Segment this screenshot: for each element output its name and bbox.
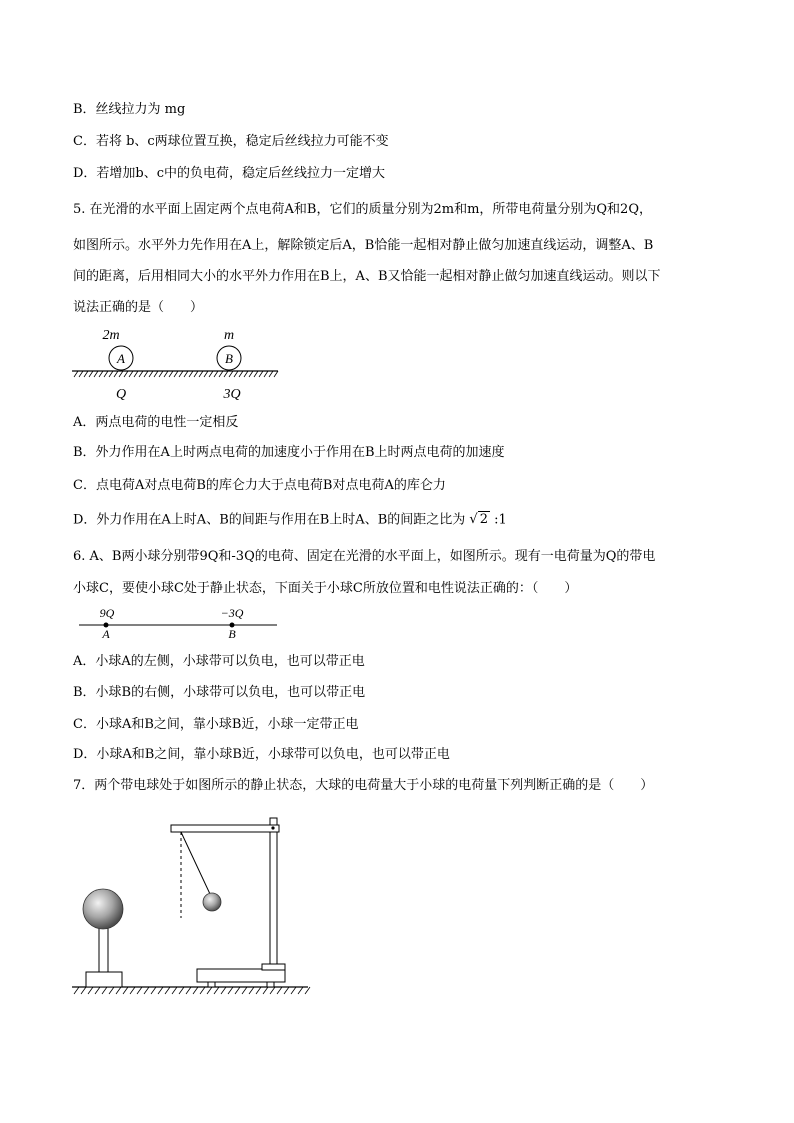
q7-small-ball (203, 893, 221, 911)
q6-stem-line-1: 6. A、B两小球分别带9Q和-3Q的电荷、固定在光滑的水平面上，如图所示。现有一电荷量为Q的带电 (73, 549, 656, 564)
q5-figure (70, 322, 285, 404)
q7-left-stand-base (86, 972, 122, 987)
q7-frame-step (262, 964, 285, 970)
q5-option-b: B．外力作用在A上时两点电荷的加速度小于作用在B上时两点电荷的加速度 (73, 445, 505, 460)
q5-charge-a: Q (115, 387, 127, 402)
q5-ground-hatch (74, 371, 278, 377)
q6-label-b: B (228, 627, 236, 641)
q5-mass-b: m (223, 328, 235, 343)
q5-label-a: A (117, 351, 125, 366)
q5-option-a: A．两点电荷的电性一定相反 (73, 415, 239, 430)
q7-ground-hatch (74, 987, 310, 994)
q5-stem-line-3: 间的距离，后用相同大小的水平外力作用在B上，A、B又恰能一起相对静止做匀加速直线运动。则以下 (73, 269, 661, 284)
q4-option-c: C．若将 b、c两球位置互换，稳定后丝线拉力可能不变 (73, 134, 389, 149)
q7-thread (181, 832, 210, 894)
q5-option-d-text: D．外力作用在A上时A、B的间距与作用在B上时A、B的间距之比为 (73, 512, 466, 528)
q7-stem-line-1: 7．两个带电球处于如图所示的静止状态，大球的电荷量大于小球的电荷量下列判断正确的是（ ） (73, 778, 654, 793)
q7-left-stand-pole (99, 926, 108, 972)
q7-foot-left (208, 982, 215, 987)
q5-mass-a: 2m (102, 328, 120, 343)
q5-stem-line-2: 如图所示。水平外力先作用在A上，解除锁定后A，B恰能一起相对静止做匀加速直线运动，调整A、B (73, 238, 654, 253)
q6-option-d: D．小球A和B之间，靠小球B近，小球带可以负电，也可以带正电 (73, 747, 450, 762)
q6-label-a: A (102, 627, 110, 641)
q5-stem-line-4: 说法正确的是（ ） (73, 300, 204, 315)
q7-frame-base (197, 969, 285, 982)
q6-figure (75, 603, 280, 645)
q7-frame-pole (270, 818, 277, 964)
q6-charge-b: −3Q (220, 606, 244, 620)
q4-option-b: B．丝线拉力为 mg (73, 102, 186, 117)
q7-foot-right (267, 982, 274, 987)
sqrt-symbol: √ 2 (469, 512, 488, 527)
q5-label-b: B (225, 351, 233, 366)
q5-charge-b: 3Q (223, 387, 241, 402)
q6-option-a: A．小球A的左侧，小球带可以负电，也可以带正电 (73, 654, 365, 669)
q7-big-ball (83, 889, 123, 929)
q5-option-d-ratio: :1 (494, 512, 507, 528)
q6-option-c: C．小球A和B之间，靠小球B近，小球一定带正电 (73, 717, 359, 732)
q6-stem-line-2: 小球C，要使小球C处于静止状态，下面关于小球C所放位置和电性说法正确的：（ ） (73, 581, 578, 596)
q7-figure (70, 812, 315, 1000)
q5-option-c: C．点电荷A对点电荷B的库仑力大于点电荷B对点电荷A的库仑力 (73, 478, 446, 493)
q5-stem-line-1: 5. 在光滑的水平面上固定两个点电荷A和B，它们的质量分别为2m和m，所带电荷量分别为Q和2Q， (73, 202, 652, 217)
sqrt-radicand: 2 (479, 512, 488, 527)
q7-clamp-dot (271, 826, 274, 829)
q5-option-d (73, 511, 507, 530)
q4-option-d: D．若增加b、c中的负电荷，稳定后丝线拉力一定增大 (73, 166, 386, 181)
q7-frame-arm (171, 825, 279, 832)
q6-charge-a: 9Q (99, 606, 115, 620)
q6-option-b: B．小球B的右侧，小球带可以负电，也可以带正电 (73, 685, 366, 700)
